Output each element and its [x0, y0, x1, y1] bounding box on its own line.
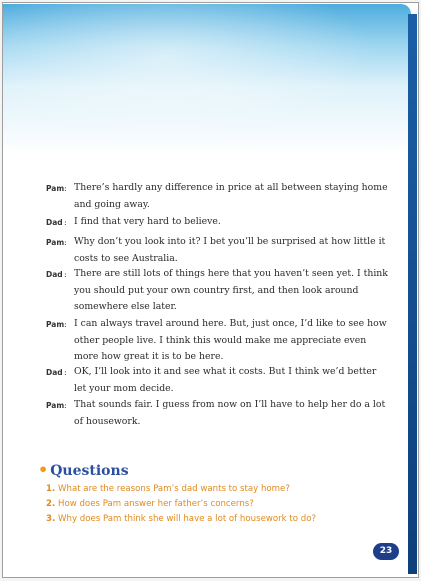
- question-item: [46, 499, 254, 509]
- speaker-label: Dad: [46, 368, 63, 377]
- bullet-icon: •: [38, 460, 49, 479]
- question-text: How does Pam answer her father’s concerns?: [58, 499, 254, 509]
- page-number-badge: 23: [373, 543, 399, 560]
- speaker-label: Dad: [46, 270, 63, 279]
- decorative-right-band: [408, 14, 417, 574]
- speaker-label: Pam: [46, 184, 65, 193]
- speech-text: There are still lots of things here that you haven’t seen yet. I think you should put your own country first, and then look around somewhere else later.: [74, 268, 388, 312]
- speaker-colon: :: [64, 320, 67, 329]
- speaker-colon: :: [64, 270, 67, 279]
- question-text: What are the reasons Pam’s dad wants to stay home?: [58, 484, 290, 494]
- speaker-label: Dad: [46, 218, 63, 227]
- questions-title-text: Questions: [50, 463, 129, 479]
- decorative-header-band: [3, 4, 411, 154]
- speech-text: OK, I’ll look into it and see what it costs. But I think we’d better let your mom decide.: [74, 366, 377, 394]
- speaker-colon: :: [64, 368, 67, 377]
- speaker-label: Pam: [46, 238, 65, 247]
- question-number: 1.: [46, 484, 56, 494]
- question-number: 3.: [46, 514, 56, 524]
- speaker-label: Pam: [46, 401, 65, 410]
- question-text: Why does Pam think she will have a lot of housework to do?: [58, 514, 317, 524]
- speech-text: That sounds fair. I guess from now on I’ll have to help her do a lot of housework.: [74, 399, 386, 427]
- speech-text: Why don’t you look into it? I bet you’ll be surprised at how little it costs to see Australia.: [74, 236, 386, 264]
- speaker-colon: :: [64, 401, 67, 410]
- question-number: 2.: [46, 499, 56, 509]
- question-item: [46, 514, 316, 524]
- speech-text: I find that very hard to believe.: [74, 216, 221, 227]
- speaker-colon: :: [64, 238, 67, 247]
- speaker-colon: :: [64, 218, 67, 227]
- questions-heading: [38, 460, 129, 479]
- speech-text: There’s hardly any difference in price at all between staying home and going away.: [74, 182, 388, 210]
- speech-text: I can always travel around here. But, just once, I’d like to see how other people live. I think this would make me appreciate even more how great it is to be here.: [74, 318, 387, 362]
- question-item: [46, 484, 290, 494]
- speaker-colon: :: [64, 184, 67, 193]
- speaker-label: Pam: [46, 320, 65, 329]
